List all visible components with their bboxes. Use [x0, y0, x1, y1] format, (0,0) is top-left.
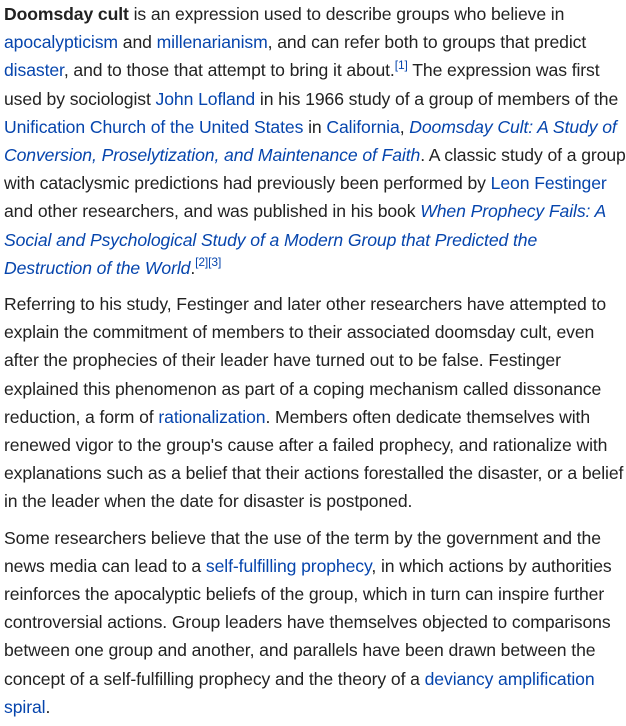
citation-2-wrapper — [195, 255, 208, 269]
paragraph-text: . Members often dedicate themselves with renewed vigor to the group's cause after a failed prophecy, and rationalize with explanations such as a belief that their actions forestalled the disaster, or a belief in the leader when the date for disaster is postponed. — [4, 406, 624, 512]
link-apocalypticism[interactable]: apocalypticism — [4, 32, 118, 53]
paragraph-2 — [4, 290, 626, 516]
link-doomsday-cult-book[interactable]: Doomsday Cult: A Study of Conversion, Proselytization, and Maintenance of Faith — [4, 116, 617, 166]
link-leon-festinger[interactable]: Leon Festinger — [490, 173, 607, 194]
paragraph-text: is an expression used to describe groups who believe in — [128, 4, 565, 24]
link-disaster[interactable]: disaster — [4, 60, 64, 81]
paragraph-1 — [4, 0, 626, 282]
paragraph-text: , and to those that attempt to bring it about. — [63, 60, 395, 81]
article-subject-term: Doomsday cult — [4, 4, 129, 24]
citation-2[interactable]: [2] — [195, 254, 209, 269]
paragraph-text: in his 1966 study of a group of members of the — [255, 88, 619, 109]
paragraph-text: Referring to his study, Festinger and later other researchers have attempted to explain the commitment of members to their associated doomsday cult, even after the prophecies of their leader have turned out to be false. Festinger explained this phenomenon as part of a coping mechanism called dissonance reduction, a form of — [4, 294, 607, 427]
paragraph-text: . A classic study of a group with cataclysmic predictions had previously been performed by — [4, 145, 626, 194]
link-unification-church[interactable]: Unification Church of the United States — [4, 116, 304, 137]
link-when-prophecy-fails[interactable]: When Prophecy Fails: A Social and Psychological Study of a Modern Group that Predicted the Destruction of the World — [4, 201, 606, 278]
paragraph-text: and — [117, 32, 157, 53]
link-millenarianism[interactable]: millenarianism — [156, 32, 268, 53]
paragraph-text: and other researchers, and was published in his book — [4, 201, 421, 222]
citation-1[interactable]: [1] — [394, 57, 408, 72]
paragraph-text: The expression was first used by sociologist — [4, 60, 600, 109]
paragraph-text: , — [399, 116, 410, 137]
paragraph-text: . — [45, 696, 51, 717]
paragraph-text: Some researchers believe that the use of the term by the government and the news media can lead to a — [4, 527, 601, 576]
paragraph-text: in — [303, 116, 327, 137]
link-self-fulfilling-prophecy[interactable]: self-fulfilling prophecy — [205, 555, 372, 576]
link-john-lofland[interactable]: John Lofland — [155, 88, 256, 109]
paragraph-3 — [4, 524, 626, 721]
link-california[interactable]: California — [326, 116, 400, 137]
citation-3[interactable]: [3] — [208, 254, 222, 269]
citation-1-wrapper — [395, 58, 408, 72]
paragraph-text: . — [190, 257, 196, 278]
paragraph-text: , in which actions by authorities reinforces the apocalyptic beliefs of the group, which in turn can inspire further controversial actions. Group leaders have themselves objected to comparisons between one group and another, and parallels have been drawn between the concept of a self-fulfilling prophecy and the theory of a — [4, 555, 612, 689]
link-deviancy-amplification-spiral[interactable]: deviancy amplification spiral — [4, 668, 595, 717]
citation-3-wrapper — [208, 255, 221, 269]
link-rationalization[interactable]: rationalization — [158, 406, 266, 427]
paragraph-text: , and can refer both to groups that predict — [267, 32, 587, 53]
